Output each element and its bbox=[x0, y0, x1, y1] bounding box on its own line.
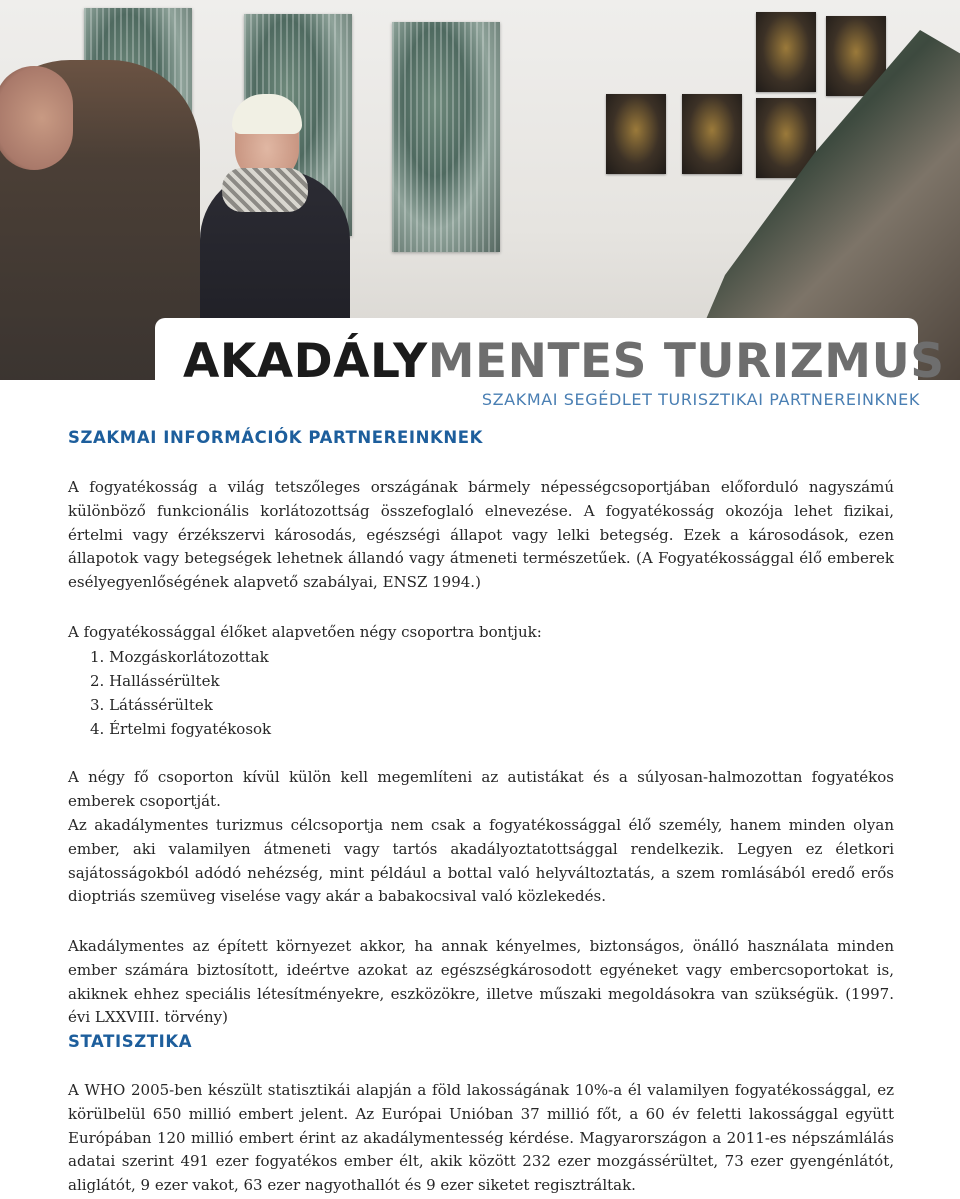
list-item: 4. Értelmi fogyatékosok bbox=[90, 720, 272, 738]
section-heading-info: SZAKMAI INFORMÁCIÓK PARTNEREINKNEK bbox=[68, 428, 484, 447]
paragraph-accessible-environment: Akadálymentes az épített környezet akkor, ha annak kényelmes, biztonságos, önálló használata minden ember számára biztosított, ideértve azokat az egészségkárosodott egyéneket vagy embercsoportokat is, akiknek ehhez speciális létesítményekre, eszközökre, illetve műszaki megoldásokra van szükségük. (1997. évi LXXVIII. törvény) bbox=[68, 937, 894, 1027]
woman-scarf bbox=[222, 168, 308, 212]
paragraph-target-group: Az akadálymentes turizmus célcsoportja nem csak a fogyatékossággal élő személy, hanem minden olyan ember, aki valamilyen átmeneti vagy tartós akadályoztatottsággal rendelkezik. Legyen ez életkori sajátosságokból adódó nehézség, mint például a bottal való helyváltoztatás, a szem romlásából eredő erős dioptriás szemüveg viselése vagy akár a babakocsival való közlekedés. bbox=[68, 816, 894, 906]
framed-photo bbox=[682, 94, 742, 174]
artwork-panel bbox=[392, 22, 500, 252]
paragraph-statistics: A WHO 2005-ben készült statisztikái alapján a föld lakosságának 10%-a él valamilyen fogyatékossággal, ez körülbelül 650 millió embert jelent. Az Európai Unióban 37 millió főt, a 60 év feletti lakossággal együtt Európában 120 millió embert érint az akadálymentesség kérdése. Magyarországon a 2011-es népszámlálás adatai szerint 491 ezer fogyatékos ember élt, akik között 232 ezer mozgássérültet, 73 ezer gyengénlátót, aliglátót, 9 ezer vakot, 63 ezer nagyothallót és 9 ezer siketet regisztráltak. bbox=[68, 1081, 894, 1195]
groups-list bbox=[68, 645, 894, 741]
list-item: 3. Látássérültek bbox=[90, 696, 213, 714]
title-part-gray: MENTES TURIZMUS bbox=[427, 334, 945, 389]
page-title bbox=[183, 334, 945, 390]
page-subtitle: SZAKMAI SEGÉDLET TURISZTIKAI PARTNEREINKNEK bbox=[481, 390, 920, 409]
title-part-dark: AKADÁLY bbox=[183, 334, 428, 389]
man-head bbox=[0, 66, 73, 170]
list-intro: A fogyatékossággal élőket alapvetően négy csoportra bontjuk: bbox=[68, 623, 542, 641]
framed-photo bbox=[756, 12, 816, 92]
paragraph-autism: A négy fő csoporton kívül külön kell megemlíteni az autistákat és a súlyosan-halmozottan fogyatékos emberek csoportját. bbox=[68, 768, 894, 810]
list-item: 1. Mozgáskorlátozottak bbox=[90, 648, 269, 666]
list-item: 2. Hallássérültek bbox=[90, 672, 220, 690]
framed-photo bbox=[606, 94, 666, 174]
section-heading-statistics: STATISZTIKA bbox=[68, 1032, 193, 1051]
paragraph-definition: A fogyatékosság a világ tetszőleges országának bármely népességcsoportjában előforduló nagyszámú különböző funkcionális korlátozottság összefoglaló elnevezése. A fogyatékosság okozója lehet fizikai, értelmi vagy érzékszervi károsodás, egészségi állapot vagy lelki betegség. Ezek a károsodások, ezen állapotok vagy betegségek lehetnek állandó vagy átmeneti természetűek. (A Fogyatékossággal élő emberek esélyegyenlőségének alapvető szabályai, ENSZ 1994.) bbox=[68, 478, 894, 592]
